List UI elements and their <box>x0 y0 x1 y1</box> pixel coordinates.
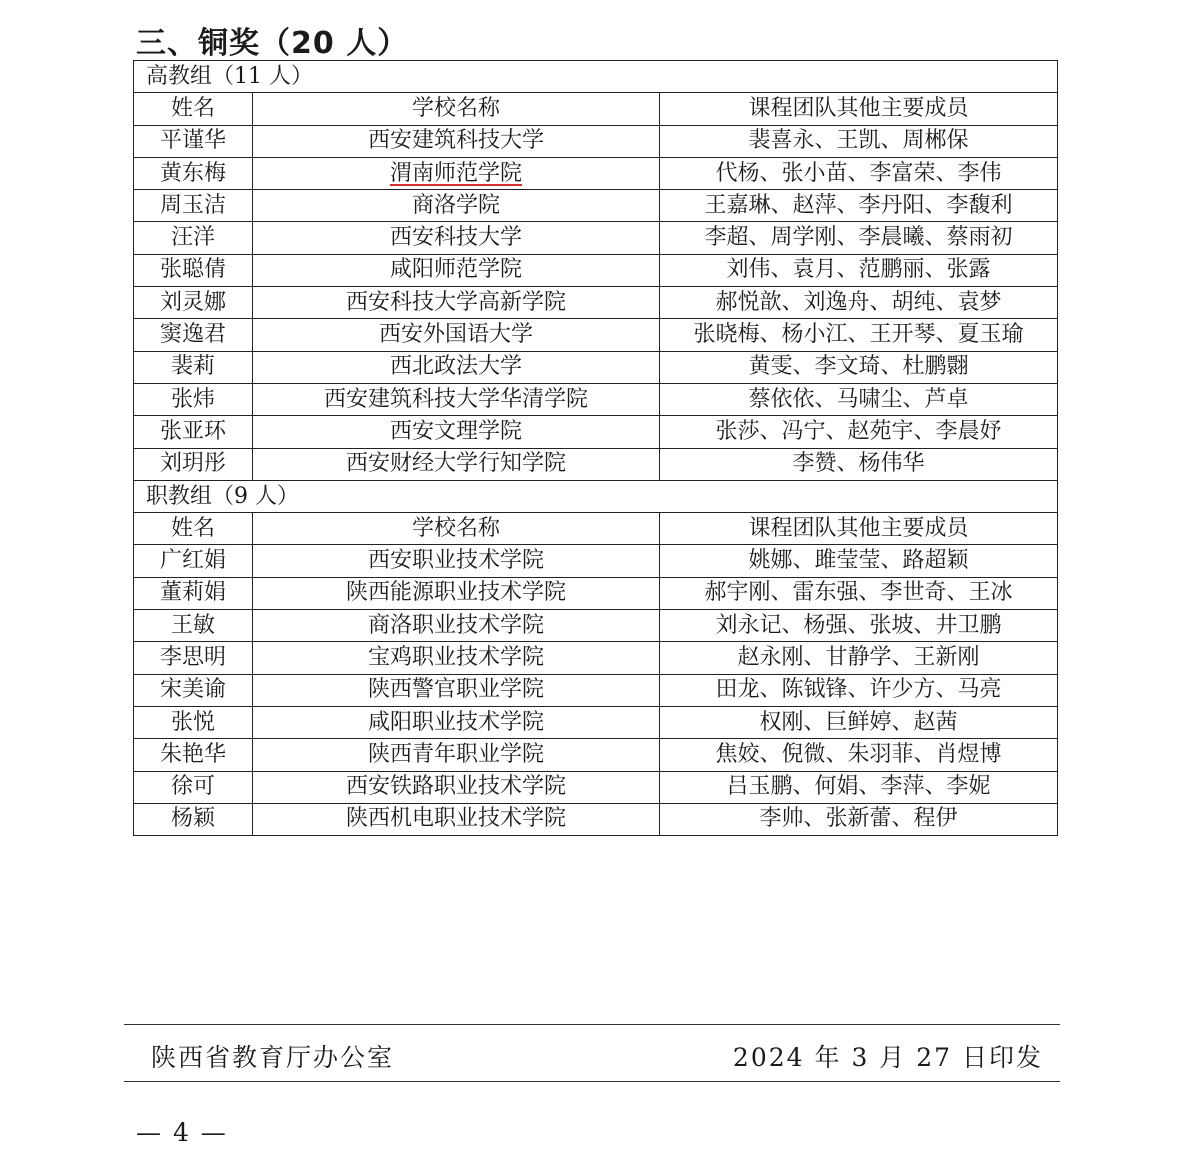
winner-name-text: 汪洋 <box>170 225 215 251</box>
school-name <box>253 803 660 835</box>
team-members-text: 蔡依依、马啸尘、芦卓 <box>748 386 969 412</box>
school-name-text: 渭南师范学院 <box>389 160 522 186</box>
winner-name <box>134 416 253 448</box>
table-row <box>134 383 1058 415</box>
school-name-text: 西安文理学院 <box>389 418 522 444</box>
issuer: 陕西省教育厅办公室 <box>151 1043 395 1072</box>
header-members-text: 课程团队其他主要成员 <box>748 515 969 541</box>
team-members-text: 李帅、张新蕾、程伊 <box>759 806 958 832</box>
table-row <box>134 448 1058 480</box>
school-name-text: 陕西警官职业学院 <box>367 677 544 703</box>
group-header-row <box>134 480 1058 512</box>
winner-name-text: 张聪倩 <box>159 257 226 283</box>
school-name <box>253 771 660 803</box>
team-members <box>660 157 1058 189</box>
team-members-text: 李超、周学刚、李晨曦、蔡雨初 <box>704 225 1013 251</box>
winner-name <box>134 157 253 189</box>
team-members-text: 刘永记、杨强、张坡、井卫鹏 <box>715 612 1002 638</box>
team-members-text: 李赞、杨伟华 <box>792 451 925 477</box>
table-row <box>134 416 1058 448</box>
team-members <box>660 287 1058 319</box>
winner-name-text: 张炜 <box>170 386 215 412</box>
table-row <box>134 803 1058 835</box>
school-name-text: 陕西能源职业技术学院 <box>345 580 566 606</box>
school-name <box>253 448 660 480</box>
winner-name <box>134 125 253 157</box>
team-members <box>660 351 1058 383</box>
team-members-text: 焦姣、倪微、朱羽菲、肖煜博 <box>715 741 1002 767</box>
school-name <box>253 287 660 319</box>
winner-name <box>134 739 253 771</box>
table-row <box>134 287 1058 319</box>
team-members <box>660 190 1058 222</box>
table-row <box>134 545 1058 577</box>
team-members <box>660 125 1058 157</box>
winner-name <box>134 771 253 803</box>
header-school <box>253 93 660 125</box>
winner-name <box>134 642 253 674</box>
school-name-text: 西安职业技术学院 <box>367 548 544 574</box>
header-school <box>253 513 660 545</box>
winner-name-text: 张亚环 <box>159 418 226 444</box>
winner-name <box>134 319 253 351</box>
school-name <box>253 545 660 577</box>
group-title-text: 高教组（11 人） <box>146 63 313 89</box>
team-members <box>660 771 1058 803</box>
winner-name <box>134 222 253 254</box>
header-members <box>660 513 1058 545</box>
header-school-text: 学校名称 <box>411 95 500 121</box>
winner-name <box>134 674 253 706</box>
school-name-text: 西安建筑科技大学华清学院 <box>323 386 588 412</box>
school-name <box>253 125 660 157</box>
winner-name-text: 黄东梅 <box>159 160 226 186</box>
winner-name-text: 朱艳华 <box>159 741 226 767</box>
winner-name-text: 刘灵娜 <box>159 289 226 315</box>
team-members <box>660 610 1058 642</box>
school-name-text: 陕西机电职业技术学院 <box>345 806 566 832</box>
winner-name <box>134 383 253 415</box>
school-name <box>253 739 660 771</box>
header-name <box>134 93 253 125</box>
table-row <box>134 157 1058 189</box>
school-name-text: 宝鸡职业技术学院 <box>367 644 544 670</box>
winner-name-text: 周玉洁 <box>159 192 226 218</box>
school-name-text: 西安科技大学高新学院 <box>345 289 566 315</box>
team-members <box>660 739 1058 771</box>
school-name-text: 商洛职业技术学院 <box>367 612 544 638</box>
winner-name-text: 杨颖 <box>170 806 215 832</box>
team-members <box>660 222 1058 254</box>
school-name <box>253 319 660 351</box>
table-row <box>134 254 1058 286</box>
team-members-text: 田龙、陈钺锋、许少方、马亮 <box>715 677 1002 703</box>
school-name-text: 西安外国语大学 <box>378 322 533 348</box>
school-name <box>253 642 660 674</box>
winner-name <box>134 577 253 609</box>
group-title <box>134 480 1058 512</box>
school-name-text: 陕西青年职业学院 <box>367 741 544 767</box>
table-row <box>134 642 1058 674</box>
winner-name <box>134 254 253 286</box>
team-members <box>660 674 1058 706</box>
winner-name <box>134 448 253 480</box>
team-members <box>660 803 1058 835</box>
team-members-text: 黄雯、李文琦、杜鹏翾 <box>748 354 969 380</box>
school-name <box>253 577 660 609</box>
header-name-text: 姓名 <box>170 515 215 541</box>
section-title: 三、铜奖（20 人） <box>136 26 409 61</box>
team-members-text: 代杨、张小苗、李富荣、李伟 <box>715 160 1002 186</box>
winner-name-text: 刘玥彤 <box>159 451 226 477</box>
winner-name-text: 徐可 <box>170 774 215 800</box>
team-members-text: 郝宇刚、雷东强、李世奇、王冰 <box>704 580 1013 606</box>
team-members <box>660 642 1058 674</box>
table-row <box>134 577 1058 609</box>
page-number: — 4 — <box>136 1118 228 1147</box>
school-name <box>253 706 660 738</box>
header-name <box>134 513 253 545</box>
table-row <box>134 351 1058 383</box>
issue-date: 2024 年 3 月 27 日印发 <box>732 1043 1043 1072</box>
team-members-text: 张莎、冯宁、赵苑宇、李晨妤 <box>715 418 1002 444</box>
winner-name-text: 王敏 <box>170 612 215 638</box>
team-members-text: 吕玉鹏、何娟、李萍、李妮 <box>726 774 991 800</box>
column-header-row <box>134 93 1058 125</box>
winner-name <box>134 610 253 642</box>
school-name-text: 西安财经大学行知学院 <box>345 451 566 477</box>
table-row <box>134 739 1058 771</box>
school-name <box>253 222 660 254</box>
school-name <box>253 190 660 222</box>
header-members <box>660 93 1058 125</box>
team-members-text: 王嘉琳、赵萍、李丹阳、李馥利 <box>704 192 1013 218</box>
header-members-text: 课程团队其他主要成员 <box>748 95 969 121</box>
group-title-text: 职教组（9 人） <box>146 483 299 509</box>
team-members-text: 赵永刚、甘静学、王新刚 <box>737 644 980 670</box>
team-members <box>660 319 1058 351</box>
column-header-row <box>134 513 1058 545</box>
school-name-text: 咸阳职业技术学院 <box>367 709 544 735</box>
footer-bottom-rule <box>124 1081 1060 1082</box>
group-header-row <box>134 61 1058 93</box>
header-name-text: 姓名 <box>170 95 215 121</box>
winner-name <box>134 287 253 319</box>
school-name <box>253 157 660 189</box>
school-name-text: 商洛学院 <box>411 192 500 218</box>
header-school-text: 学校名称 <box>411 515 500 541</box>
team-members-text: 刘伟、袁月、范鹏丽、张露 <box>726 257 991 283</box>
winner-name-text: 董莉娟 <box>159 580 226 606</box>
winner-name-text: 广红娟 <box>159 548 226 574</box>
team-members-text: 郝悦歆、刘逸舟、胡纯、袁梦 <box>715 289 1002 315</box>
winner-name-text: 张悦 <box>170 709 215 735</box>
winner-name-text: 裴莉 <box>170 354 215 380</box>
winner-name-text: 宋美谕 <box>159 677 226 703</box>
winner-name-text: 李思明 <box>159 644 226 670</box>
school-name <box>253 674 660 706</box>
table-row <box>134 674 1058 706</box>
winner-name <box>134 351 253 383</box>
team-members <box>660 416 1058 448</box>
bronze-award-table <box>133 60 1058 836</box>
winner-name <box>134 190 253 222</box>
footer-top-rule <box>124 1024 1060 1025</box>
team-members <box>660 383 1058 415</box>
group-title <box>134 61 1058 93</box>
school-name-text: 西安建筑科技大学 <box>367 128 544 154</box>
school-name-text: 西安科技大学 <box>389 225 522 251</box>
team-members <box>660 448 1058 480</box>
winner-name <box>134 803 253 835</box>
school-name-text: 西北政法大学 <box>389 354 522 380</box>
table-row <box>134 771 1058 803</box>
team-members-text: 权刚、巨鲜婷、赵茜 <box>759 709 958 735</box>
school-name <box>253 351 660 383</box>
winner-name <box>134 545 253 577</box>
winner-name <box>134 706 253 738</box>
winner-name-text: 平谨华 <box>159 128 226 154</box>
team-members-text: 裴喜永、王凯、周郴保 <box>748 128 969 154</box>
school-name-text: 西安铁路职业技术学院 <box>345 774 566 800</box>
award-table-body <box>134 61 1058 836</box>
school-name-text: 咸阳师范学院 <box>389 257 522 283</box>
school-name <box>253 254 660 286</box>
team-members <box>660 254 1058 286</box>
team-members <box>660 577 1058 609</box>
school-name <box>253 610 660 642</box>
table-row <box>134 222 1058 254</box>
table-row <box>134 610 1058 642</box>
school-name <box>253 383 660 415</box>
table-row <box>134 319 1058 351</box>
winner-name-text: 窦逸君 <box>159 322 226 348</box>
table-row <box>134 125 1058 157</box>
team-members <box>660 706 1058 738</box>
table-row <box>134 190 1058 222</box>
school-name <box>253 416 660 448</box>
team-members-text: 张晓梅、杨小江、王开琴、夏玉瑜 <box>693 322 1024 348</box>
team-members-text: 姚娜、雎莹莹、路超颖 <box>748 548 969 574</box>
table-row <box>134 706 1058 738</box>
team-members <box>660 545 1058 577</box>
